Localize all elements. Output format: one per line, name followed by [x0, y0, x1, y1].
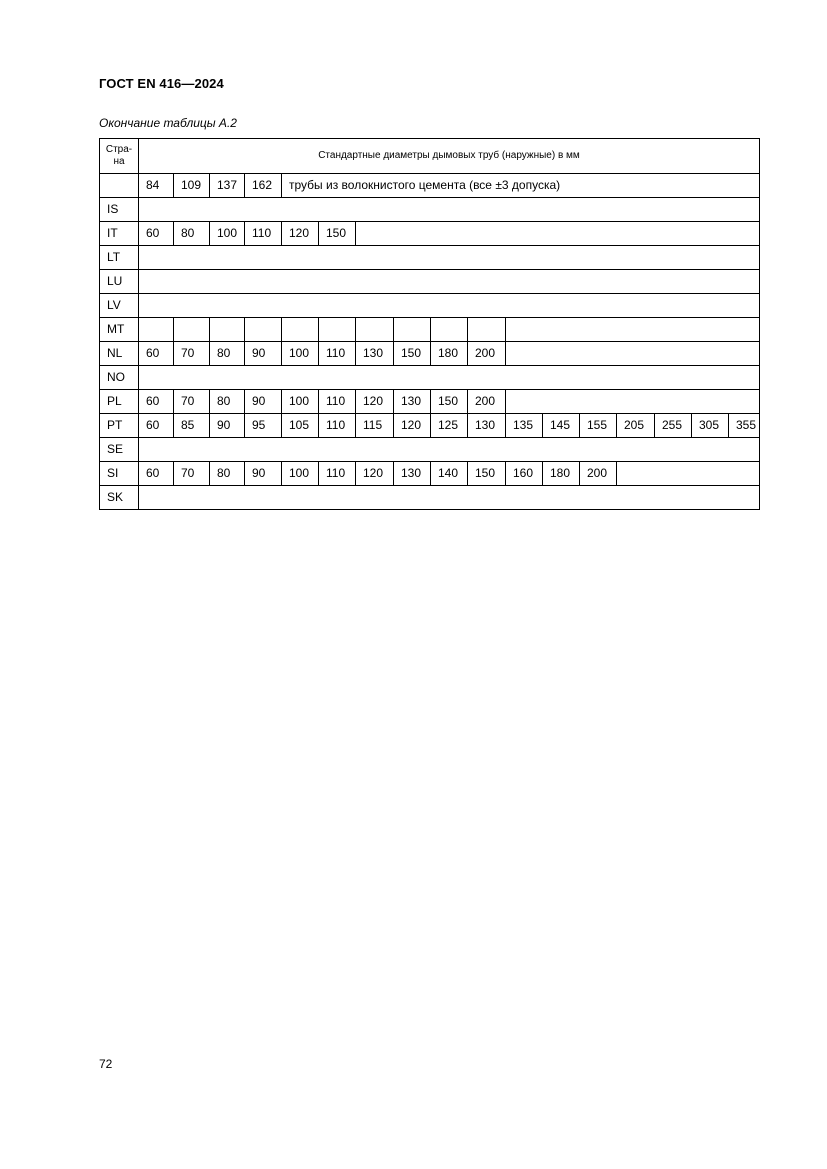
document-header: ГОСТ EN 416—2024 [99, 76, 224, 91]
country-code-cell: IS [100, 198, 139, 222]
country-code-cell: LU [100, 270, 139, 294]
empty-cell [617, 462, 760, 486]
country-code-cell: NO [100, 366, 139, 390]
diameter-cell: 150 [319, 222, 356, 246]
country-code-cell: NL [100, 342, 139, 366]
empty-cell [139, 294, 760, 318]
country-code-cell: SI [100, 462, 139, 486]
diameter-cell [319, 318, 356, 342]
empty-cell [139, 438, 760, 462]
country-column-header [100, 139, 139, 174]
diameter-cell: 150 [394, 342, 431, 366]
diameter-cell: 100 [210, 222, 245, 246]
row-note: трубы из волокнистого цемента (все ±3 допуска) [282, 174, 760, 198]
diameter-cell [245, 318, 282, 342]
country-code-cell: PL [100, 390, 139, 414]
diameter-cell: 60 [139, 222, 174, 246]
diameter-cell: 200 [468, 390, 506, 414]
table-row [100, 462, 760, 486]
diameter-cell: 70 [174, 462, 210, 486]
table-row [100, 366, 760, 390]
diameter-cell: 130 [394, 390, 431, 414]
table-header-row [100, 139, 760, 174]
diameter-cell: 115 [356, 414, 394, 438]
empty-cell [139, 198, 760, 222]
diameter-cell: 90 [245, 342, 282, 366]
table-row [100, 342, 760, 366]
table-row [100, 486, 760, 510]
diameter-cell: 95 [245, 414, 282, 438]
diameters-table [99, 138, 760, 510]
diameter-cell: 145 [543, 414, 580, 438]
diameter-cell [394, 318, 431, 342]
diameter-cell: 60 [139, 462, 174, 486]
table-row [100, 390, 760, 414]
diameter-cell [431, 318, 468, 342]
country-code-cell: PT [100, 414, 139, 438]
diameter-cell: 125 [431, 414, 468, 438]
diameter-cell: 305 [692, 414, 729, 438]
empty-cell [506, 342, 760, 366]
table-row [100, 246, 760, 270]
table-row [100, 438, 760, 462]
diameter-cell: 355 [729, 414, 760, 438]
country-code-cell: SE [100, 438, 139, 462]
country-code-cell: IT [100, 222, 139, 246]
diameter-cell: 180 [431, 342, 468, 366]
table-title: Стандартные диаметры дымовых труб (наружные) в мм [139, 139, 760, 174]
diameter-cell: 150 [431, 390, 468, 414]
diameter-cell: 80 [210, 462, 245, 486]
diameter-cell: 200 [580, 462, 617, 486]
page-number: 72 [99, 1057, 113, 1071]
table-row [100, 294, 760, 318]
diameter-cell: 200 [468, 342, 506, 366]
diameter-cell: 120 [394, 414, 431, 438]
empty-cell [139, 366, 760, 390]
empty-cell [506, 390, 760, 414]
diameter-cell: 105 [282, 414, 319, 438]
country-code-cell: SK [100, 486, 139, 510]
diameter-cell: 80 [210, 390, 245, 414]
table-caption: Окончание таблицы А.2 [99, 116, 237, 130]
empty-cell [506, 318, 760, 342]
diameter-cell [468, 318, 506, 342]
table-row [100, 318, 760, 342]
diameter-cell: 109 [174, 174, 210, 198]
diameter-cell: 155 [580, 414, 617, 438]
diameter-cell [356, 318, 394, 342]
diameter-cell: 80 [210, 342, 245, 366]
diameter-cell [174, 318, 210, 342]
country-header-line2: на [113, 156, 125, 167]
empty-cell [139, 246, 760, 270]
diameter-cell: 120 [356, 462, 394, 486]
diameter-cell: 90 [210, 414, 245, 438]
diameter-cell: 130 [394, 462, 431, 486]
diameter-cell: 90 [245, 390, 282, 414]
country-header-line1: Стра- [105, 144, 133, 155]
diameter-cell: 110 [319, 462, 356, 486]
diameter-cell: 110 [245, 222, 282, 246]
diameter-cell: 160 [506, 462, 543, 486]
diameter-cell: 60 [139, 414, 174, 438]
country-code-cell: MT [100, 318, 139, 342]
diameter-cell: 80 [174, 222, 210, 246]
diameter-cell: 162 [245, 174, 282, 198]
table-row [100, 414, 760, 438]
diameter-cell: 100 [282, 342, 319, 366]
diameter-cell: 255 [655, 414, 692, 438]
diameter-cell: 137 [210, 174, 245, 198]
diameter-cell: 90 [245, 462, 282, 486]
diameter-cell: 130 [356, 342, 394, 366]
diameter-cell: 60 [139, 342, 174, 366]
table-row [100, 198, 760, 222]
country-code-cell: LV [100, 294, 139, 318]
diameter-cell: 150 [468, 462, 506, 486]
empty-cell [139, 486, 760, 510]
diameter-cell: 110 [319, 342, 356, 366]
table-row [100, 222, 760, 246]
empty-cell [356, 222, 760, 246]
diameter-cell: 84 [139, 174, 174, 198]
diameter-cell: 180 [543, 462, 580, 486]
diameter-cell [139, 318, 174, 342]
country-code-cell: LT [100, 246, 139, 270]
diameter-cell: 110 [319, 414, 356, 438]
diameter-cell [282, 318, 319, 342]
diameter-cell: 120 [282, 222, 319, 246]
diameter-cell: 60 [139, 390, 174, 414]
diameter-cell: 70 [174, 342, 210, 366]
diameter-cell: 110 [319, 390, 356, 414]
diameter-cell: 205 [617, 414, 655, 438]
diameter-cell [210, 318, 245, 342]
diameter-cell: 100 [282, 390, 319, 414]
table-row [100, 174, 760, 198]
country-code-cell [100, 174, 139, 198]
table-row [100, 270, 760, 294]
diameter-cell: 135 [506, 414, 543, 438]
diameter-cell: 100 [282, 462, 319, 486]
empty-cell [139, 270, 760, 294]
diameter-cell: 130 [468, 414, 506, 438]
diameter-cell: 85 [174, 414, 210, 438]
diameter-cell: 120 [356, 390, 394, 414]
diameter-cell: 70 [174, 390, 210, 414]
diameter-cell: 140 [431, 462, 468, 486]
